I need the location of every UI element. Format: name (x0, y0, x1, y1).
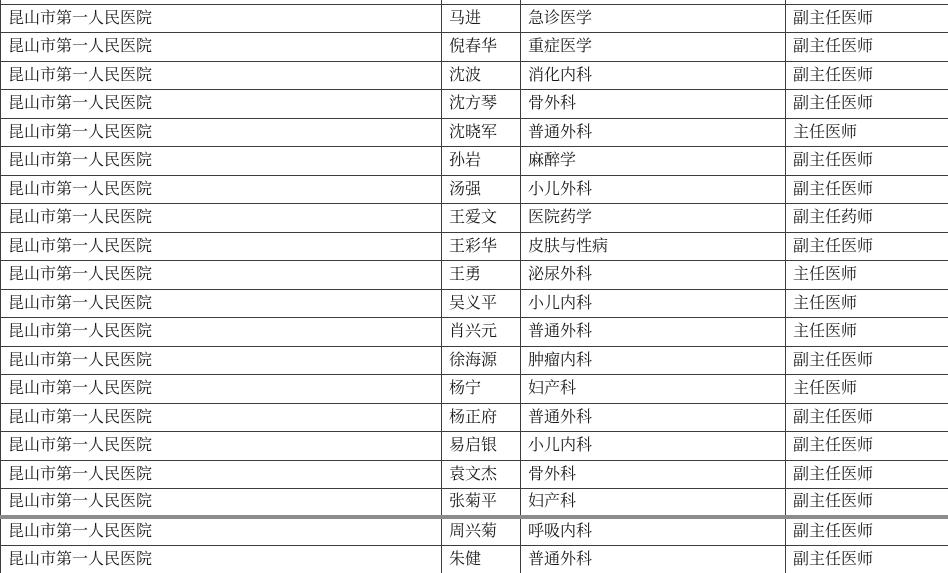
hospital-cell: 昆山市第一人民医院 (1, 232, 442, 261)
hospital-cell: 昆山市第一人民医院 (1, 118, 442, 147)
hospital-cell: 昆山市第一人民医院 (1, 261, 442, 290)
doctor-name-cell: 徐海源 (442, 346, 521, 375)
title-cell: 主任医师 (786, 318, 948, 347)
hospital-cell: 昆山市第一人民医院 (1, 147, 442, 176)
title-cell: 副主任医师 (786, 175, 948, 204)
doctor-name-cell: 沈晓军 (442, 118, 521, 147)
hospital-cell: 昆山市第一人民医院 (1, 460, 442, 489)
department-cell: 骨外科 (521, 460, 786, 489)
table-row (1, 460, 948, 489)
title-cell: 副主任医师 (786, 33, 948, 62)
hospital-cell: 昆山市第一人民医院 (1, 204, 442, 233)
doctor-name-cell: 吴义平 (442, 289, 521, 318)
title-cell: 主任医师 (786, 375, 948, 404)
hospital-cell: 昆山市第一人民医院 (1, 289, 442, 318)
department-cell: 小儿内科 (521, 432, 786, 461)
table-row (1, 261, 948, 290)
table-row (1, 175, 948, 204)
department-cell: 重症医学 (521, 33, 786, 62)
department-cell: 消化内科 (521, 61, 786, 90)
hospital-cell: 昆山市第一人民医院 (1, 517, 442, 546)
doctor-name-cell: 沈方琴 (442, 90, 521, 119)
title-cell: 副主任医师 (786, 4, 948, 33)
doctor-name-cell: 倪春华 (442, 33, 521, 62)
doctor-name-cell: 杨正府 (442, 403, 521, 432)
table-row (1, 375, 948, 404)
hospital-cell: 昆山市第一人民医院 (1, 33, 442, 62)
title-cell: 副主任医师 (786, 546, 948, 573)
doctor-name-cell: 汤强 (442, 175, 521, 204)
title-cell: 副主任医师 (786, 346, 948, 375)
doctor-name-cell: 孙岩 (442, 147, 521, 176)
title-cell: 主任医师 (786, 261, 948, 290)
table-row (1, 318, 948, 347)
hospital-cell: 昆山市第一人民医院 (1, 432, 442, 461)
department-cell: 医院药学 (521, 204, 786, 233)
department-cell: 肿瘤内科 (521, 346, 786, 375)
doctor-name-cell: 王勇 (442, 261, 521, 290)
doctor-name-cell: 王彩华 (442, 232, 521, 261)
doctor-name-cell: 周兴菊 (442, 517, 521, 546)
title-cell: 副主任医师 (786, 147, 948, 176)
table-row (1, 232, 948, 261)
department-cell: 骨外科 (521, 90, 786, 119)
doctor-name-cell: 张菊平 (442, 489, 521, 518)
table-row (1, 118, 948, 147)
table-row (1, 289, 948, 318)
department-cell: 麻醉学 (521, 147, 786, 176)
department-cell: 小儿外科 (521, 175, 786, 204)
title-cell: 副主任医师 (786, 517, 948, 546)
hospital-cell: 昆山市第一人民医院 (1, 489, 442, 518)
hospital-cell: 昆山市第一人民医院 (1, 546, 442, 573)
doctor-name-cell: 肖兴元 (442, 318, 521, 347)
hospital-cell: 昆山市第一人民医院 (1, 318, 442, 347)
department-cell: 急诊医学 (521, 4, 786, 33)
doctor-name-cell: 王爱文 (442, 204, 521, 233)
department-cell: 普通外科 (521, 118, 786, 147)
title-cell: 副主任医师 (786, 232, 948, 261)
hospital-cell: 昆山市第一人民医院 (1, 90, 442, 119)
table-row (1, 147, 948, 176)
department-cell: 妇产科 (521, 489, 786, 518)
hospital-cell: 昆山市第一人民医院 (1, 375, 442, 404)
department-cell: 普通外科 (521, 546, 786, 573)
title-cell: 副主任医师 (786, 432, 948, 461)
table-row (1, 517, 948, 546)
title-cell: 副主任医师 (786, 403, 948, 432)
hospital-cell: 昆山市第一人民医院 (1, 403, 442, 432)
hospital-cell: 昆山市第一人民医院 (1, 61, 442, 90)
title-cell: 主任医师 (786, 118, 948, 147)
table-row (1, 61, 948, 90)
table-row (1, 489, 948, 518)
table-row (1, 4, 948, 33)
table-row (1, 546, 948, 573)
department-cell: 普通外科 (521, 318, 786, 347)
title-cell: 副主任医师 (786, 90, 948, 119)
department-cell: 普通外科 (521, 403, 786, 432)
doctor-name-cell: 袁文杰 (442, 460, 521, 489)
table-row (1, 204, 948, 233)
doctor-name-cell: 杨宁 (442, 375, 521, 404)
title-cell: 副主任医师 (786, 460, 948, 489)
table-row (1, 432, 948, 461)
table-row (1, 403, 948, 432)
table-row (1, 346, 948, 375)
department-cell: 妇产科 (521, 375, 786, 404)
hospital-cell: 昆山市第一人民医院 (1, 175, 442, 204)
doctor-name-cell: 朱健 (442, 546, 521, 573)
doctor-name-cell: 马进 (442, 4, 521, 33)
title-cell: 副主任药师 (786, 204, 948, 233)
hospital-cell: 昆山市第一人民医院 (1, 4, 442, 33)
title-cell: 主任医师 (786, 289, 948, 318)
doctor-name-cell: 沈波 (442, 61, 521, 90)
department-cell: 泌尿外科 (521, 261, 786, 290)
title-cell: 副主任医师 (786, 61, 948, 90)
hospital-cell: 昆山市第一人民医院 (1, 346, 442, 375)
table-row (1, 90, 948, 119)
table-row (1, 33, 948, 62)
doctor-name-cell: 易启银 (442, 432, 521, 461)
department-cell: 皮肤与性病 (521, 232, 786, 261)
title-cell: 副主任医师 (786, 489, 948, 518)
department-cell: 呼吸内科 (521, 517, 786, 546)
department-cell: 小儿内科 (521, 289, 786, 318)
